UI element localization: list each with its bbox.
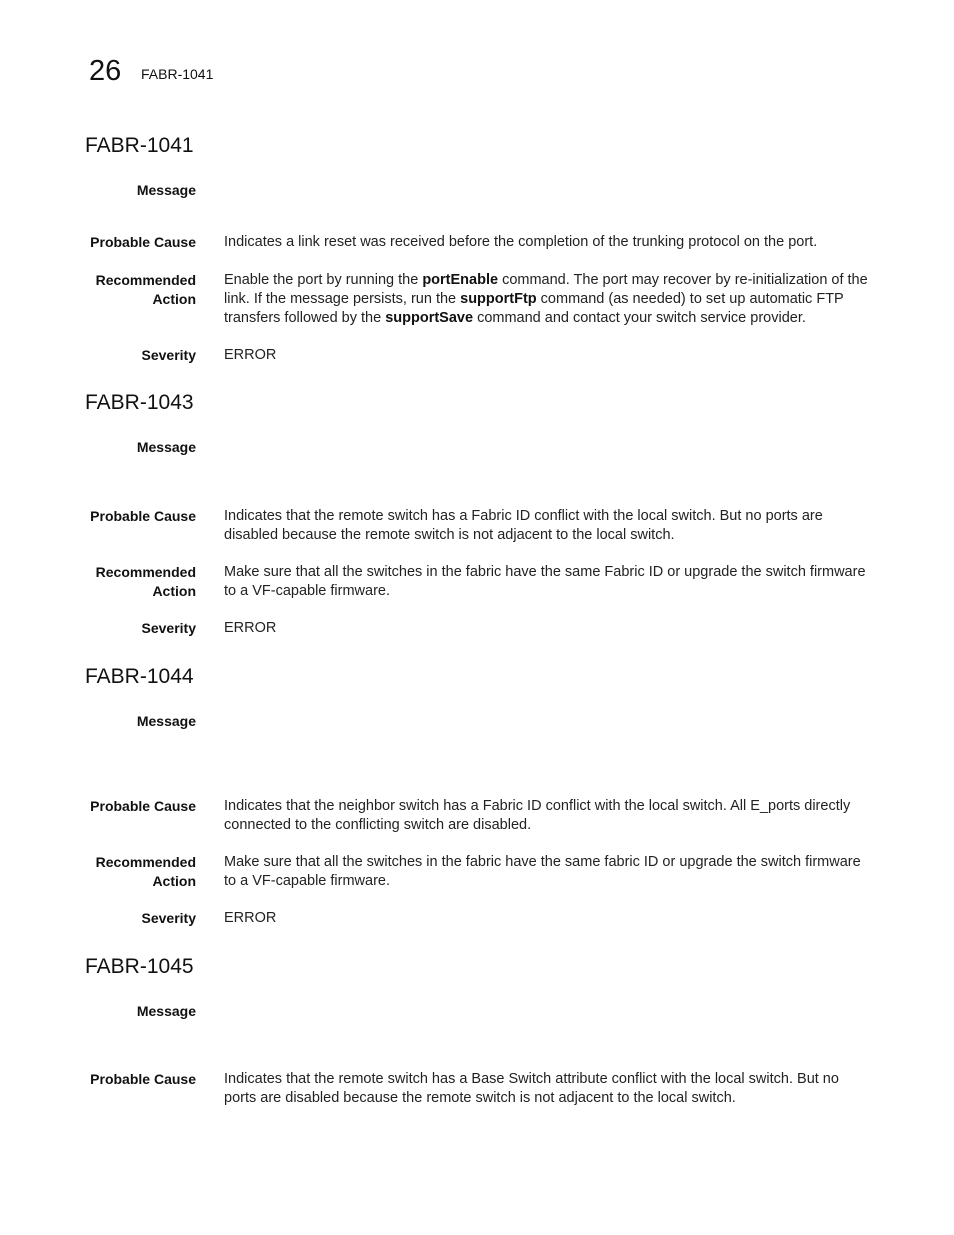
probable-cause-label: Probable Cause (90, 234, 196, 250)
text-fragment: command and contact your switch service provider. (473, 310, 806, 326)
recommended-label-line-2: Action (152, 291, 196, 307)
chapter-number: 26 (89, 55, 122, 87)
recommended-action-text: Make sure that all the switches in the fabric have the same fabric ID or upgrade the switch firmware to a VF-capable firmware. (224, 854, 861, 889)
message-label: Message (136, 713, 196, 729)
message-label: Message (136, 182, 196, 198)
command-support-ftp: supportFtp (460, 291, 537, 307)
recommended-label-line-2: Action (152, 583, 196, 599)
severity-value: ERROR (224, 910, 277, 926)
probable-cause-text: Indicates that the remote switch has a Base Switch attribute conflict with the local switch. But no ports are disabled because the remote switch is not adjacent to the local switch. (224, 1071, 839, 1106)
recommended-action-label (46, 853, 196, 891)
severity-label: Severity (141, 910, 196, 926)
recommended-action-text (224, 271, 872, 328)
message-label: Message (136, 1003, 196, 1019)
probable-cause-label: Probable Cause (90, 1071, 196, 1087)
recommended-label-line-1: Recommended (95, 854, 196, 870)
probable-cause-label: Probable Cause (90, 508, 196, 524)
recommended-label-line-1: Recommended (95, 564, 196, 580)
entry-title: FABR-1041 (85, 134, 194, 157)
probable-cause-text: Indicates a link reset was received before the completion of the trunking protocol on the port. (224, 234, 818, 250)
text-fragment: Enable the port by running the (224, 272, 423, 288)
severity-label: Severity (141, 347, 196, 363)
text-fragment: command (as needed) to set up automatic FTP transfers followed by the (224, 291, 844, 326)
recommended-label-line-1: Recommended (95, 272, 196, 288)
severity-value: ERROR (224, 347, 277, 363)
text-fragment: command. The port may recover by re-initialization of the link. If the message persists, run the (224, 272, 868, 307)
severity-label: Severity (141, 620, 196, 636)
probable-cause-text: Indicates that the neighbor switch has a Fabric ID conflict with the local switch. All E_ports directly connected to the conflicting switch are disabled. (224, 798, 851, 833)
command-port-enable: portEnable (422, 272, 499, 288)
command-support-save: supportSave (385, 310, 474, 326)
entry-title: FABR-1043 (85, 391, 194, 414)
recommended-action-label (46, 563, 196, 601)
entry-title: FABR-1045 (85, 955, 194, 978)
probable-cause-label: Probable Cause (90, 798, 196, 814)
entry-title: FABR-1044 (85, 665, 194, 688)
recommended-label-line-2: Action (152, 873, 196, 889)
probable-cause-text: Indicates that the remote switch has a Fabric ID conflict with the local switch. But no ports are disabled because the remote switch is not adjacent to the local switch. (224, 508, 823, 543)
recommended-action-label (46, 271, 196, 309)
message-label: Message (136, 439, 196, 455)
severity-value: ERROR (224, 620, 277, 636)
recommended-action-text: Make sure that all the switches in the fabric have the same Fabric ID or upgrade the switch firmware to a VF-capable firmware. (224, 564, 866, 599)
running-title: FABR-1041 (141, 66, 214, 82)
